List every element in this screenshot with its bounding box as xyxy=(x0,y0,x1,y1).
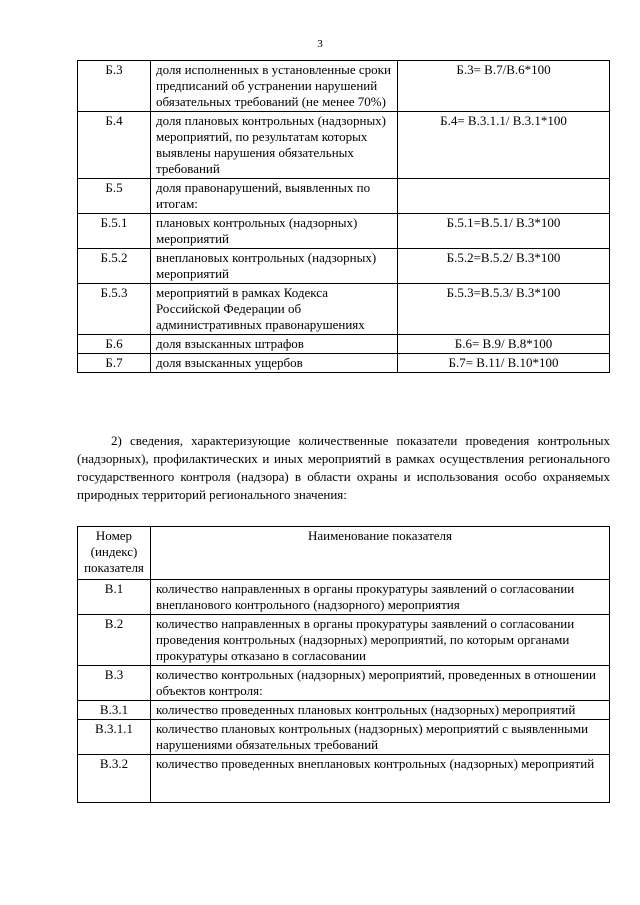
indicator-name: количество направленных в органы прокуратуры заявлений о согласовании внепланового контрольного (надзорного) мероприятия xyxy=(151,580,610,615)
indicator-code: В.3.2 xyxy=(78,755,151,803)
table-header-row xyxy=(78,527,610,580)
indicator-name: количество проведенных плановых контрольных (надзорных) мероприятий xyxy=(151,701,610,720)
indicator-description: мероприятий в рамках Кодекса Российской Федерации об административных правонарушениях xyxy=(151,284,398,335)
indicator-formula: Б.3= В.7/В.6*100 xyxy=(398,61,610,112)
indicator-description: доля исполненных в установленные сроки предписаний об устранении нарушений обязательных требований (не менее 70%) xyxy=(151,61,398,112)
indicator-formula: Б.5.1=В.5.1/ В.3*100 xyxy=(398,214,610,249)
indicator-formula: Б.5.2=В.5.2/ В.3*100 xyxy=(398,249,610,284)
indicator-code: Б.6 xyxy=(78,335,151,354)
table-row xyxy=(78,179,610,214)
page-number: 3 xyxy=(317,38,323,50)
indicator-code: В.3.1.1 xyxy=(78,720,151,755)
table-row xyxy=(78,755,610,803)
indicators-formula-table xyxy=(77,60,610,373)
indicator-description: внеплановых контрольных (надзорных) мероприятий xyxy=(151,249,398,284)
indicator-formula: Б.5.3=В.5.3/ В.3*100 xyxy=(398,284,610,335)
table-row xyxy=(78,284,610,335)
indicator-description: доля взысканных ущербов xyxy=(151,354,398,373)
table-row xyxy=(78,249,610,284)
indicator-name: количество плановых контрольных (надзорных) мероприятий с выявленными нарушениями обязательных требований xyxy=(151,720,610,755)
indicator-description: доля плановых контрольных (надзорных) мероприятий, по результатам которых выявлены нарушения обязательных требований xyxy=(151,112,398,179)
indicator-code: В.1 xyxy=(78,580,151,615)
indicator-description: плановых контрольных (надзорных) мероприятий xyxy=(151,214,398,249)
table-row xyxy=(78,580,610,615)
table-row xyxy=(78,112,610,179)
indicator-code: Б.3 xyxy=(78,61,151,112)
indicator-code: Б.5.2 xyxy=(78,249,151,284)
indicator-name: количество направленных в органы прокуратуры заявлений о согласовании проведения контрольных (надзорных) мероприятий, по которым органами прокуратуры отказано в согласовании xyxy=(151,615,610,666)
indicator-description: доля правонарушений, выявленных по итогам: xyxy=(151,179,398,214)
table-row xyxy=(78,335,610,354)
indicator-code: В.3.1 xyxy=(78,701,151,720)
indicator-names-table xyxy=(77,526,610,803)
indicator-name: количество проведенных внеплановых контрольных (надзорных) мероприятий xyxy=(151,755,610,803)
table-row xyxy=(78,214,610,249)
indicator-code: Б.5.3 xyxy=(78,284,151,335)
indicator-formula: Б.6= В.9/ В.8*100 xyxy=(398,335,610,354)
indicator-formula xyxy=(398,179,610,214)
indicator-description: доля взысканных штрафов xyxy=(151,335,398,354)
indicator-code: В.3 xyxy=(78,666,151,701)
table-row xyxy=(78,701,610,720)
indicator-formula: Б.7= В.11/ В.10*100 xyxy=(398,354,610,373)
indicator-formula: Б.4= В.3.1.1/ В.3.1*100 xyxy=(398,112,610,179)
indicator-code: Б.4 xyxy=(78,112,151,179)
table-row xyxy=(78,666,610,701)
indicator-name: количество контрольных (надзорных) мероприятий, проведенных в отношении объектов контроля: xyxy=(151,666,610,701)
table-row xyxy=(78,615,610,666)
header-name-column: Наименование показателя xyxy=(151,527,610,580)
table-row xyxy=(78,354,610,373)
indicator-code: В.2 xyxy=(78,615,151,666)
indicator-code: Б.5 xyxy=(78,179,151,214)
table-row xyxy=(78,61,610,112)
indicator-code: Б.7 xyxy=(78,354,151,373)
table-row xyxy=(78,720,610,755)
header-index-column: Номер (индекс) показателя xyxy=(78,527,151,580)
indicator-code: Б.5.1 xyxy=(78,214,151,249)
section-paragraph: 2) сведения, характеризующие количественные показатели проведения контрольных (надзорных), профилактических и иных мероприятий в рамках осуществления регионального государственного контроля (надзора) в области охраны и использования особо охраняемых природных территорий регионального значения: xyxy=(77,433,610,502)
